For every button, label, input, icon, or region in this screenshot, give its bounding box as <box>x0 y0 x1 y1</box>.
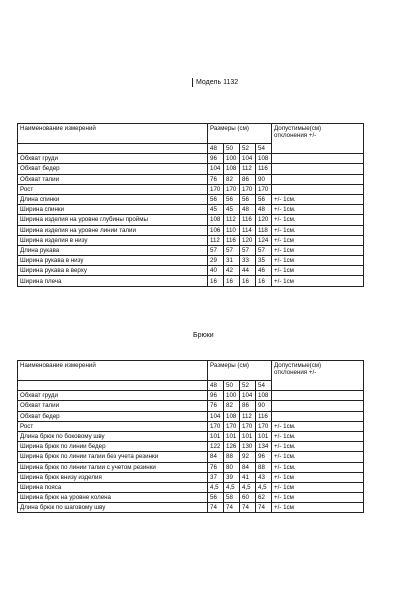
tolerance-cell: +/- 1см <box>272 503 364 513</box>
measurement-name-cell: Обхват груди <box>18 391 208 401</box>
measurement-value-cell: 4,5 <box>240 482 256 492</box>
measurements-table-trousers <box>17 360 364 513</box>
sizes-row-blank <box>18 381 208 391</box>
tolerance-cell <box>272 401 364 411</box>
table-row <box>18 174 364 184</box>
measurement-value-cell: 112 <box>208 235 224 245</box>
measurement-value-cell: 170 <box>240 184 256 194</box>
size-cell: 50 <box>224 144 240 154</box>
measurement-value-cell: 16 <box>240 276 256 286</box>
measurement-name-cell: Ширина брюк по линии талии без учета резинки <box>18 452 208 462</box>
measurement-value-cell: 124 <box>256 235 272 245</box>
measurement-value-cell: 122 <box>208 442 224 452</box>
table-row <box>18 245 364 255</box>
measurement-value-cell: 86 <box>240 401 256 411</box>
measurement-value-cell: 126 <box>224 442 240 452</box>
table-row <box>18 194 364 204</box>
measurement-value-cell: 130 <box>240 442 256 452</box>
measurement-value-cell: 86 <box>240 174 256 184</box>
header-measurement-name: Наименование измерений <box>18 361 208 381</box>
tolerance-cell <box>272 184 364 194</box>
table-row <box>18 276 364 286</box>
header-tolerance <box>272 124 364 154</box>
measurement-value-cell: 170 <box>224 184 240 194</box>
measurement-value-cell: 45 <box>224 205 240 215</box>
measurement-value-cell: 116 <box>256 411 272 421</box>
measurement-value-cell: 82 <box>224 174 240 184</box>
sizes-row-blank <box>18 144 208 154</box>
measurement-value-cell: 58 <box>224 493 240 503</box>
table-row <box>18 411 364 421</box>
measurement-name-cell: Ширина спинки <box>18 205 208 215</box>
measurement-value-cell: 120 <box>240 235 256 245</box>
tolerance-cell: +/- 1см <box>272 472 364 482</box>
measurement-value-cell: 88 <box>256 462 272 472</box>
measurement-value-cell: 4,5 <box>256 482 272 492</box>
measurement-value-cell: 90 <box>256 174 272 184</box>
measurement-name-cell: Обхват талии <box>18 174 208 184</box>
table-row <box>18 452 364 462</box>
tolerance-cell: +/- 1см <box>272 256 364 266</box>
table-row <box>18 421 364 431</box>
measurement-value-cell: 76 <box>208 462 224 472</box>
measurement-value-cell: 76 <box>208 401 224 411</box>
measurement-value-cell: 101 <box>208 431 224 441</box>
size-cell: 54 <box>256 144 272 154</box>
header-tolerance-line1: Допустимые(см) <box>274 362 322 369</box>
measurement-name-cell: Длина рукава <box>18 245 208 255</box>
table-header-row <box>18 124 364 144</box>
measurement-value-cell: 74 <box>208 503 224 513</box>
measurement-value-cell: 108 <box>224 164 240 174</box>
measurement-value-cell: 56 <box>224 194 240 204</box>
measurement-value-cell: 76 <box>208 174 224 184</box>
measurement-value-cell: 134 <box>256 442 272 452</box>
measurement-value-cell: 170 <box>256 184 272 194</box>
measurement-value-cell: 74 <box>256 503 272 513</box>
table-row <box>18 503 364 513</box>
section-title-trousers: Брюки <box>193 332 214 339</box>
measurement-value-cell: 74 <box>240 503 256 513</box>
tolerance-cell: +/- 1см <box>272 276 364 286</box>
measurement-value-cell: 37 <box>208 472 224 482</box>
table-row <box>18 462 364 472</box>
size-cell: 50 <box>224 381 240 391</box>
table-header-row <box>18 361 364 381</box>
measurement-value-cell: 96 <box>256 452 272 462</box>
measurements-table-top <box>17 123 364 287</box>
measurement-name-cell: Ширина изделия на уровне линии талии <box>18 225 208 235</box>
header-measurement-name: Наименование измерений <box>18 124 208 144</box>
measurement-value-cell: 110 <box>224 225 240 235</box>
measurement-value-cell: 96 <box>208 154 224 164</box>
measurement-name-cell: Ширина рукава в низу <box>18 256 208 266</box>
tolerance-cell: +/- 1см. <box>272 462 364 472</box>
tolerance-cell: +/- 1см. <box>272 215 364 225</box>
tolerance-cell: +/- 1см. <box>272 431 364 441</box>
table-row <box>18 235 364 245</box>
measurement-value-cell: 35 <box>256 256 272 266</box>
table-row <box>18 431 364 441</box>
measurement-name-cell: Обхват бедер <box>18 164 208 174</box>
measurement-value-cell: 56 <box>240 194 256 204</box>
measurement-value-cell: 48 <box>256 205 272 215</box>
measurement-value-cell: 31 <box>224 256 240 266</box>
measurement-value-cell: 16 <box>208 276 224 286</box>
measurement-value-cell: 39 <box>224 472 240 482</box>
header-sizes: Размеры (см) <box>208 124 272 144</box>
measurement-value-cell: 116 <box>240 215 256 225</box>
measurement-name-cell: Ширина брюк внизу изделия <box>18 472 208 482</box>
measurement-value-cell: 104 <box>240 391 256 401</box>
tolerance-cell: +/- 1см <box>272 245 364 255</box>
measurement-value-cell: 100 <box>224 391 240 401</box>
measurement-name-cell: Ширина пояса <box>18 482 208 492</box>
measurement-value-cell: 16 <box>224 276 240 286</box>
table-row <box>18 164 364 174</box>
measurement-value-cell: 42 <box>224 266 240 276</box>
measurement-name-cell: Ширина брюк на уровне колена <box>18 493 208 503</box>
tolerance-cell: +/- 1см. <box>272 452 364 462</box>
measurement-value-cell: 104 <box>208 411 224 421</box>
table-row <box>18 391 364 401</box>
measurement-value-cell: 170 <box>208 421 224 431</box>
measurement-value-cell: 90 <box>256 401 272 411</box>
measurement-value-cell: 104 <box>208 164 224 174</box>
measurement-value-cell: 57 <box>208 245 224 255</box>
measurement-value-cell: 104 <box>240 154 256 164</box>
measurement-value-cell: 108 <box>208 215 224 225</box>
measurement-value-cell: 62 <box>256 493 272 503</box>
table-row <box>18 154 364 164</box>
measurement-value-cell: 45 <box>208 205 224 215</box>
table-row <box>18 256 364 266</box>
measurement-value-cell: 44 <box>240 266 256 276</box>
measurement-value-cell: 60 <box>240 493 256 503</box>
measurement-value-cell: 4,5 <box>208 482 224 492</box>
measurement-value-cell: 74 <box>224 503 240 513</box>
tolerance-cell: +/- 1см. <box>272 194 364 204</box>
measurement-value-cell: 120 <box>256 215 272 225</box>
measurement-value-cell: 80 <box>224 462 240 472</box>
measurement-value-cell: 101 <box>240 431 256 441</box>
measurement-value-cell: 106 <box>208 225 224 235</box>
table-row <box>18 482 364 492</box>
measurement-name-cell: Обхват талии <box>18 401 208 411</box>
measurement-value-cell: 108 <box>256 391 272 401</box>
size-cell: 48 <box>208 144 224 154</box>
measurement-value-cell: 108 <box>224 411 240 421</box>
measurement-value-cell: 57 <box>240 245 256 255</box>
measurement-name-cell: Обхват бедер <box>18 411 208 421</box>
tolerance-cell <box>272 174 364 184</box>
measurement-value-cell: 56 <box>256 194 272 204</box>
measurement-value-cell: 116 <box>256 164 272 174</box>
size-cell: 52 <box>240 144 256 154</box>
measurement-name-cell: Ширина брюк по линии талии с учетом резинки <box>18 462 208 472</box>
measurement-value-cell: 56 <box>208 194 224 204</box>
size-cell: 54 <box>256 381 272 391</box>
measurement-value-cell: 112 <box>240 164 256 174</box>
measurement-name-cell: Длина брюк по боковому шву <box>18 431 208 441</box>
measurement-value-cell: 96 <box>208 391 224 401</box>
measurement-value-cell: 84 <box>208 452 224 462</box>
measurement-value-cell: 88 <box>224 452 240 462</box>
measurement-value-cell: 112 <box>240 411 256 421</box>
measurement-value-cell: 57 <box>224 245 240 255</box>
header-tolerance-line1: Допустимые(см) <box>274 125 322 132</box>
measurement-value-cell: 114 <box>240 225 256 235</box>
measurement-value-cell: 100 <box>224 154 240 164</box>
size-cell: 52 <box>240 381 256 391</box>
measurement-name-cell: Рост <box>18 184 208 194</box>
table-row <box>18 205 364 215</box>
header-tolerance <box>272 361 364 391</box>
header-tolerance-line2: отклонения +/- <box>274 132 317 139</box>
tolerance-cell: +/- 1см. <box>272 442 364 452</box>
tolerance-cell <box>272 164 364 174</box>
tolerance-cell: +/- 1см <box>272 235 364 245</box>
measurement-value-cell: 108 <box>256 154 272 164</box>
measurement-name-cell: Рост <box>18 421 208 431</box>
measurement-value-cell: 41 <box>240 472 256 482</box>
header-sizes: Размеры (см) <box>208 361 272 381</box>
measurement-value-cell: 112 <box>224 215 240 225</box>
measurement-value-cell: 29 <box>208 256 224 266</box>
measurement-name-cell: Ширина брюк по линии бедер <box>18 442 208 452</box>
tolerance-cell: +/- 1см. <box>272 205 364 215</box>
tolerance-cell: +/- 1см. <box>272 225 364 235</box>
measurement-value-cell: 4,5 <box>224 482 240 492</box>
tolerance-cell: +/- 1см <box>272 482 364 492</box>
measurement-value-cell: 56 <box>208 493 224 503</box>
measurement-value-cell: 101 <box>256 431 272 441</box>
table-row <box>18 266 364 276</box>
tolerance-cell: +/- 1см. <box>272 421 364 431</box>
model-title: Модель 1132 <box>192 78 238 87</box>
tolerance-cell <box>272 411 364 421</box>
measurement-name-cell: Ширина изделия на уровне глубины проймы <box>18 215 208 225</box>
measurement-name-cell: Длина спинки <box>18 194 208 204</box>
measurement-name-cell: Длина брюк по шаговому шву <box>18 503 208 513</box>
table-row <box>18 225 364 235</box>
measurement-name-cell: Ширина рукава в верху <box>18 266 208 276</box>
measurement-value-cell: 170 <box>224 421 240 431</box>
tolerance-cell <box>272 154 364 164</box>
measurement-value-cell: 16 <box>256 276 272 286</box>
measurement-value-cell: 82 <box>224 401 240 411</box>
measurement-name-cell: Ширина плеча <box>18 276 208 286</box>
measurement-value-cell: 170 <box>240 421 256 431</box>
measurement-value-cell: 33 <box>240 256 256 266</box>
measurement-value-cell: 57 <box>256 245 272 255</box>
size-cell: 48 <box>208 381 224 391</box>
measurement-name-cell: Ширина изделия в низу <box>18 235 208 245</box>
measurement-value-cell: 84 <box>240 462 256 472</box>
table-row <box>18 215 364 225</box>
measurement-value-cell: 40 <box>208 266 224 276</box>
measurement-value-cell: 46 <box>256 266 272 276</box>
table-row <box>18 493 364 503</box>
measurement-value-cell: 101 <box>224 431 240 441</box>
table-row <box>18 184 364 194</box>
measurement-value-cell: 170 <box>256 421 272 431</box>
measurement-name-cell: Обхват груди <box>18 154 208 164</box>
table-row <box>18 401 364 411</box>
tolerance-cell: +/- 1см <box>272 266 364 276</box>
header-tolerance-line2: отклонения +/- <box>274 369 317 376</box>
measurement-value-cell: 48 <box>240 205 256 215</box>
measurement-value-cell: 118 <box>256 225 272 235</box>
tolerance-cell <box>272 391 364 401</box>
measurement-value-cell: 116 <box>224 235 240 245</box>
tolerance-cell: +/- 1см <box>272 493 364 503</box>
table-row <box>18 472 364 482</box>
table-row <box>18 442 364 452</box>
measurement-value-cell: 170 <box>208 184 224 194</box>
measurement-value-cell: 43 <box>256 472 272 482</box>
measurement-value-cell: 92 <box>240 452 256 462</box>
